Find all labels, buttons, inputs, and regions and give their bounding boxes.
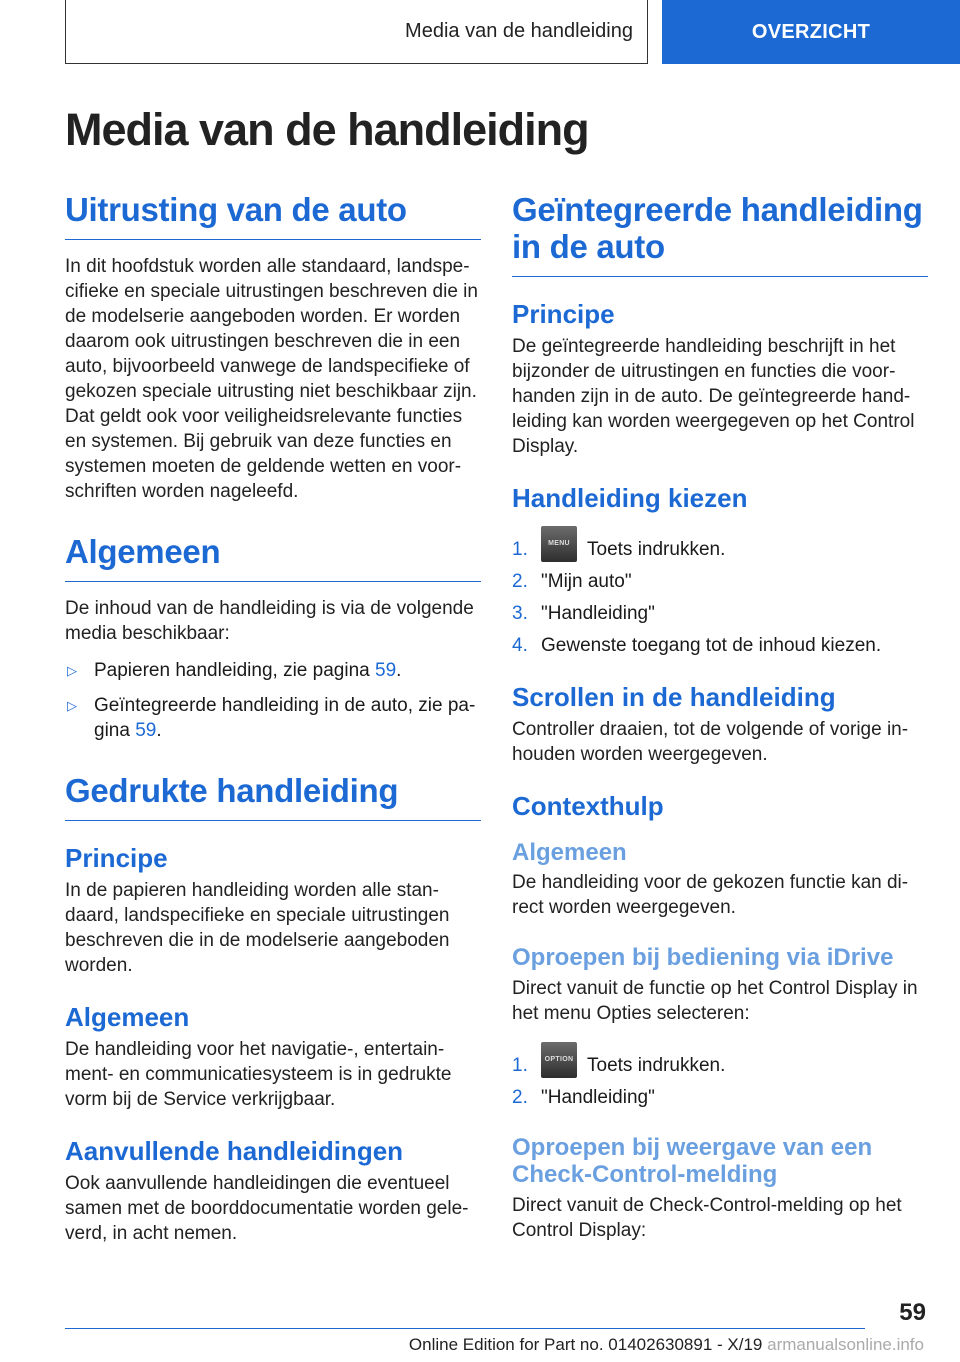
text-principe: In de papieren handleiding worden alle standaard, landspecifieke en speciale uitrustingen beschreven die in de modelserie aangeboden worden. [65,880,450,977]
subheading-ctx-algemeen: Algemeen [512,838,627,866]
step-item: 3. "Handleiding" [512,603,655,625]
subheading-principe-right: Principe [512,298,615,329]
text-ctx-idrive: Direct vanuit de functie op het Control Display in het menu Opties selecteren: [512,977,918,1024]
option-key-icon: OPTION [541,1042,577,1078]
step-item: 4. Gewenste toegang tot de inhoud kiezen. [512,635,882,657]
media-list [65,658,481,743]
text-algemeen: De inhoud van de handleiding is via de volgende media beschikbaar: [65,597,474,644]
header-section-label: Media van de handleiding [405,20,633,42]
page-title: Media van de handleiding [65,104,589,155]
page-link[interactable]: 59 [135,719,157,741]
text-ctx-algemeen: De handleiding voor de gekozen functie kan direct worden weergegeven. [512,872,909,919]
subheading-contexthulp: Contexthulp [512,791,664,822]
left-column [65,192,481,1270]
subheading-aanvullende: Aanvullende handleidingen [65,1136,404,1167]
heading-algemeen: Algemeen [65,534,481,582]
footer-edition [409,1335,924,1355]
text-aanvullende: Ook aanvullende handleidingen die eventueel samen met de boorddocumentatie worden geleverd, in acht nemen. [65,1173,469,1245]
page-number: 59 [899,1299,926,1326]
step-item: 1. MENU Toets indrukken. [512,526,928,562]
footer-divider [65,1328,865,1329]
text-algemeen-gedrukt: De handleiding voor het navigatie-, entertainment- en communicatiesysteem is in gedrukte vorm bij de Service verkrijgbaar. [65,1039,452,1111]
text-scrollen: Controller draaien, tot de volgende of vorige inhouden worden weergegeven. [512,719,909,766]
heading-geintegreerde: Geïntegreerde handleiding in de auto [512,192,928,277]
header-section-tab [65,0,648,64]
subheading-kiezen: Handleiding kiezen [512,483,748,514]
kiezen-steps [512,526,928,658]
subheading-algemeen: Algemeen [65,1002,190,1033]
step-item: 2. "Handleiding" [512,1086,655,1108]
text-principe-right: De geïntegreerde handleiding beschrijft in het bijzonder de uitrustingen en functies die voorhanden zijn in de auto. De geïntegreerde handleiding kan worden weergegeven op het Control Display. [512,336,915,458]
text-ctx-checkcontrol: Direct vanuit de Check-Control-melding op het Control Display: [512,1195,902,1242]
footer-watermark: armanualsonline.info [767,1335,924,1354]
subheading-scrollen: Scrollen in de handleiding [512,682,836,713]
triangle-bullet-icon: ▷ [67,662,77,678]
text-uitrusting: In dit hoofdstuk worden alle standaard, landspecifieke en speciale uitrustingen beschreven die in de modelserie aangeboden worden. Er worden daarom ook uitrustingen beschreven die in een auto, bijvoorbeeld vanwege de landspecifieke of gekozen speciale uitrusting niet beschikbaar zijn. Dat geldt ook voor veiligheidsrelevante functies en systemen. Bij gebruik van deze functies en systemen moeten de geldende wetten en voorschriften worden nageleefd. [65,255,478,502]
overview-button[interactable]: OVERZICHT [662,0,960,64]
right-column [512,192,928,1267]
subheading-principe: Principe [65,842,168,873]
triangle-bullet-icon: ▷ [67,697,77,713]
footer-edition-text: Online Edition for Part no. 01402630891 - X/19 [408,1335,763,1354]
step-item: 1. OPTION Toets indrukken. [512,1042,928,1078]
subheading-ctx-checkcontrol: Oproepen bij weergave van een Check-Control-melding [512,1133,873,1189]
menu-key-icon: MENU [541,526,577,562]
list-item: ▷ Papieren handleiding, zie pagina 59. [67,659,402,681]
option-steps [512,1042,928,1110]
heading-uitrusting: Uitrusting van de auto [65,192,481,240]
page-link[interactable]: 59 [375,659,397,681]
subheading-ctx-idrive: Oproepen bij bediening via iDrive [512,944,894,972]
list-item: ▷ Geïntegreerde handleiding in de auto, zie pagina 59. [67,694,476,741]
step-item: 2. "Mijn auto" [512,571,632,593]
heading-gedrukte: Gedrukte handleiding [65,773,481,821]
